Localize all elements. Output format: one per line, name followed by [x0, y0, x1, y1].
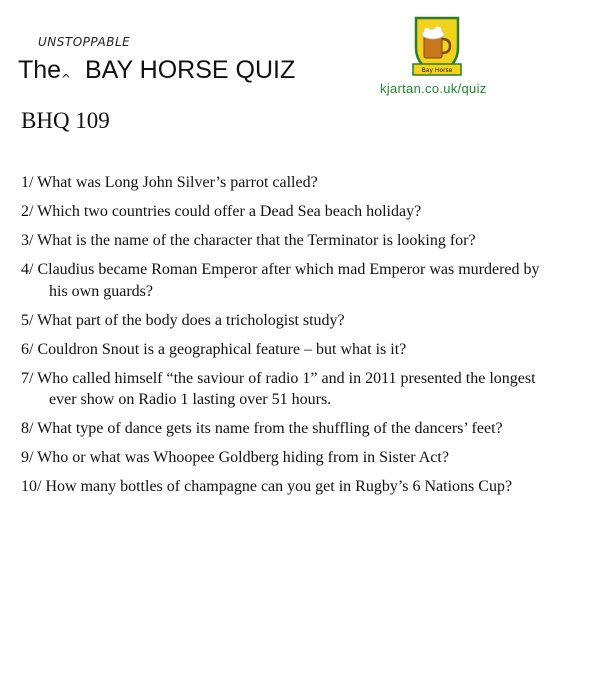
question-7	[21, 368, 561, 411]
quiz-title: BAY HORSE QUIZ	[85, 56, 296, 84]
question-text: Which two countries could offer a Dead Sea beach holiday?	[37, 203, 422, 220]
question-2	[21, 201, 561, 223]
question-text: Claudius became Roman Emperor after which mad Emperor was murdered by his own guards?	[37, 261, 540, 300]
question-number: 9/	[21, 449, 34, 466]
question-6	[21, 339, 561, 361]
question-number: 2/	[21, 203, 34, 220]
question-number: 10/	[21, 478, 42, 495]
title-the: The	[18, 56, 62, 84]
question-1	[21, 172, 561, 194]
question-9	[21, 447, 561, 469]
question-text: What type of dance gets its name from the shuffling of the dancers’ feet?	[37, 420, 503, 437]
question-10	[21, 476, 561, 498]
question-number: 4/	[21, 261, 34, 278]
question-number: 7/	[21, 369, 34, 387]
bay-horse-logo	[410, 14, 464, 82]
question-text: Who or what was Whoopee Goldberg hiding from in Sister Act?	[37, 449, 449, 466]
question-8	[21, 418, 561, 440]
question-number: 1/	[21, 174, 34, 191]
question-3	[21, 230, 561, 252]
question-list	[21, 172, 561, 505]
unstoppable-label: UNSTOPPABLE	[38, 35, 131, 49]
logo-label: Bay Horse	[421, 67, 453, 74]
question-number: 3/	[21, 232, 34, 249]
insertion-caret: ^	[61, 72, 72, 86]
question-number: 5/	[21, 311, 34, 329]
question-text: Couldron Snout is a geographical feature – but what is it?	[37, 340, 407, 358]
question-5	[21, 310, 561, 332]
question-text: How many bottles of champagne can you get in Rugby’s 6 Nations Cup?	[45, 478, 513, 495]
question-text: What part of the body does a trichologist study?	[37, 311, 345, 329]
question-number: 6/	[21, 340, 34, 358]
question-4	[21, 259, 561, 302]
question-text: Who called himself “the saviour of radio 1” and in 2011 presented the longest ever show on Radio 1 lasting over 51 hours.	[37, 369, 536, 408]
quiz-code: BHQ 109	[21, 108, 110, 133]
question-text: What was Long John Silver’s parrot called?	[37, 174, 318, 191]
quiz-header	[0, 0, 600, 100]
question-number: 8/	[21, 420, 34, 437]
quiz-url-link[interactable]: kjartan.co.uk/quiz	[380, 81, 487, 96]
question-text: What is the name of the character that the Terminator is looking for?	[37, 232, 476, 249]
